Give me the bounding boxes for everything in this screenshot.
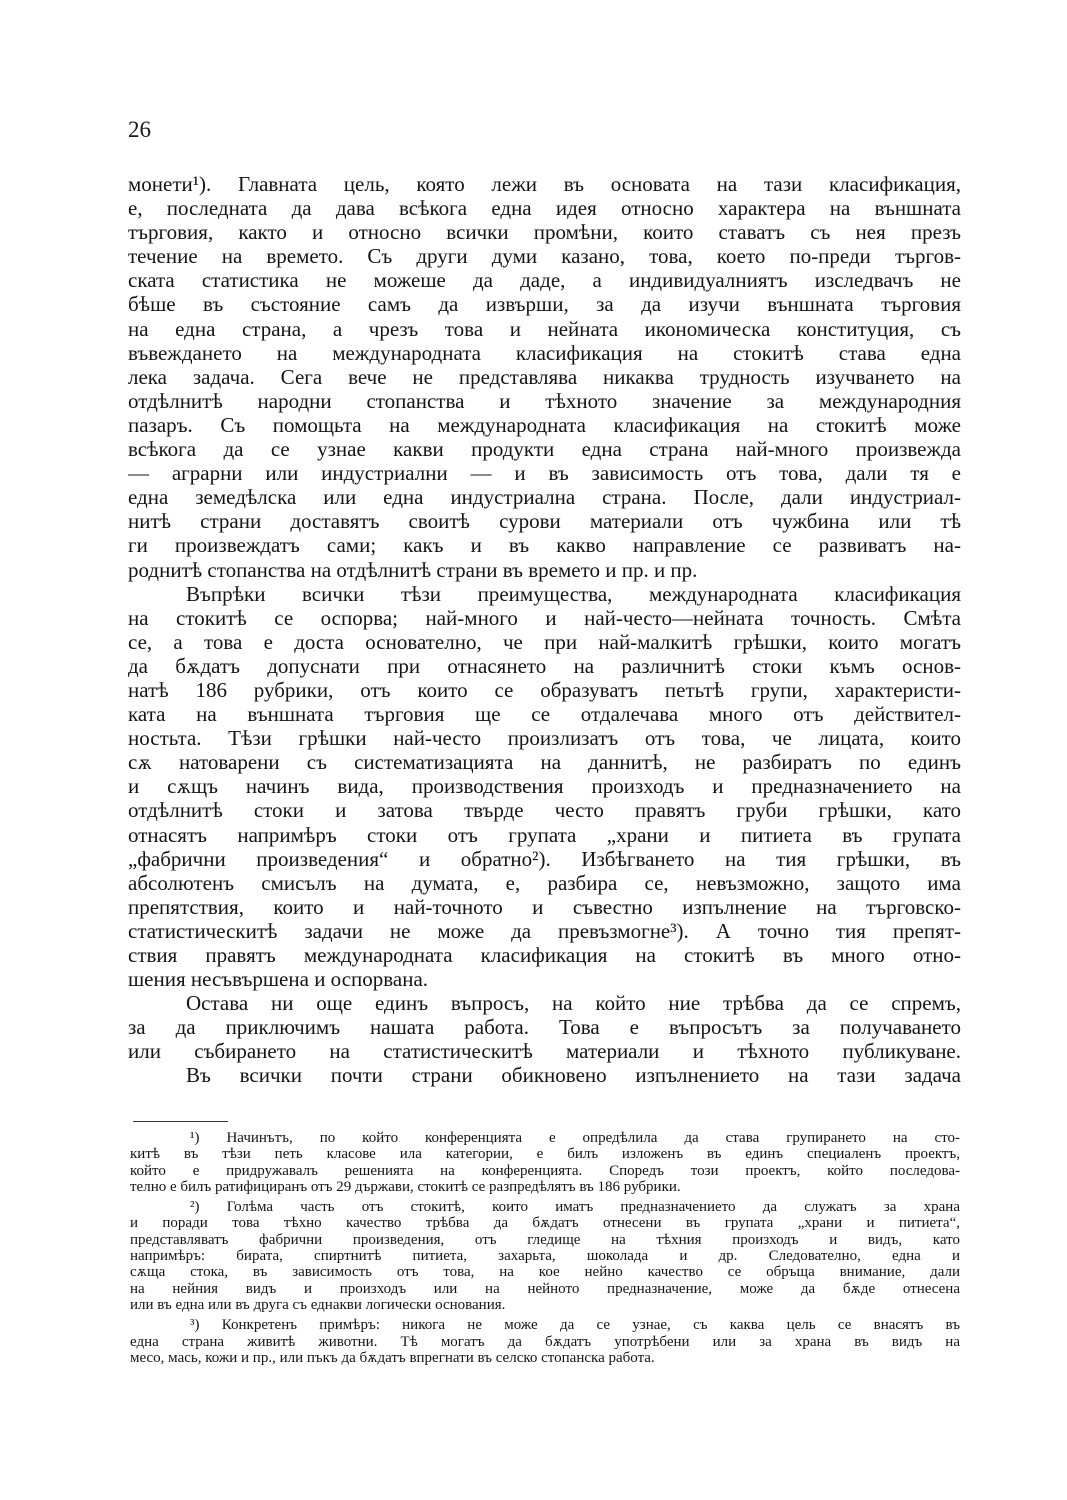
body-line: ствия правятъ международната класификация на стокитѣ въ много отно-	[128, 943, 961, 967]
body-line: статистическитѣ задачи не може да превъзмогне³). А точно тия препят-	[128, 918, 961, 943]
body-line: натѣ 186 рубрики, отъ които се образуватъ петьтѣ групи, характеристи-	[128, 677, 961, 702]
body-line: бѣше въ състояние самъ да извърши, за да изучи външната търговия	[128, 292, 961, 317]
body-line: течение на времето. Съ други думи казано, това, което по-преди търгов-	[128, 244, 961, 269]
footnote-line: или въ една или въ друга съ еднакви логически основания.	[130, 1296, 506, 1313]
body-line: една земедѣлска или една индустриална страна. После, дали индустриал-	[128, 485, 961, 510]
footnote-line: ³) Конкретенъ примѣръ: никога не може да се узнае, съ каква цель се внасятъ въ	[190, 1317, 960, 1334]
body-line: се, а това е доста основателно, че при най-малкитѣ грѣшки, които могатъ	[128, 629, 961, 654]
body-line: Въ всички почти страни обикновено изпълнението на тази задача	[186, 1063, 961, 1088]
body-line: ги произвеждатъ сами; какъ и въ какво направление се развиватъ на-	[128, 533, 961, 558]
footnote-line: на нейния видъ и произходъ или на нейното предназначение, може да бѫде отнесена	[130, 1280, 960, 1297]
body-line: на стокитѣ се оспорва; най-много и най-често—нейната точность. Смѣта	[128, 605, 961, 630]
footnote-line: който е придружавалъ решенията на конференцията. Споредъ този проектъ, който последова-	[130, 1162, 960, 1179]
body-line: на една страна, а чрезъ това и нейната икономическа конституция, съ	[128, 316, 961, 341]
footnotes	[130, 1130, 960, 1366]
footnote-line: сѫща стока, въ зависимость отъ това, на кое нейно качество се обръща внимание, дали	[130, 1264, 960, 1281]
body-line: „фабрични произведения“ и обратно²). Избѣгването на тия грѣшки, въ	[128, 846, 961, 871]
body-line: и сѫщъ начинъ вида, производствения произходъ и предназначението на	[128, 774, 961, 799]
main-text	[128, 172, 961, 1088]
footnote-line: ²) Голѣма часть отъ стокитѣ, които иматъ предназначението да служатъ за храна	[190, 1199, 960, 1216]
body-line: или събирането на статистическитѣ материали и тѣхното публикуване.	[128, 1039, 961, 1064]
body-line: търговия, както и относно всички промѣни, които ставатъ съ нея презъ	[128, 220, 961, 245]
body-line: шения несъвършена и оспорвана.	[128, 967, 429, 992]
footnote-line: напримѣръ: бирата, спиртнитѣ питиета, захарьта, шоколада и др. Следователно, една и	[130, 1248, 960, 1265]
body-line: препятствия, които и най-точното и съвестно изпълнение на търговско-	[128, 894, 961, 919]
body-line: Остава ни още единъ въпросъ, на който ние трѣбва да се спремъ,	[186, 991, 961, 1016]
body-line: ката на външната търговия ще се отдалечава много отъ действител-	[128, 702, 961, 727]
body-line: — аграрни или индустриални — и въ зависимость отъ това, дали тя е	[128, 461, 961, 486]
body-line: отдѣлнитѣ стоки и затова твърде често правятъ груби грѣшки, като	[128, 798, 961, 823]
body-line: Въпрѣки всички тѣзи преимущества, международната класификация	[186, 581, 961, 606]
body-line: отдѣлнитѣ народни стопанства и тѣхното значение за международния	[128, 388, 961, 413]
body-line: нитѣ страни доставятъ своитѣ сурови материали отъ чужбина или тѣ	[128, 509, 961, 534]
footnote-line: ¹) Начинътъ, по който конференцията е опредѣлила да става групирането на сто-	[190, 1130, 960, 1146]
footnote-line: месо, мась, кожи и пр., или пъкъ да бѫдатъ впрегнати въ селско стопанска работа.	[130, 1349, 655, 1366]
footnote-line: една страна живитѣ животни. Тѣ могатъ да бѫдатъ употрѣбени или за храна въ видъ на	[130, 1333, 960, 1350]
body-line: ностьта. Тѣзи грѣшки най-често произлизатъ отъ това, че лицата, които	[128, 726, 961, 751]
body-line: отнасятъ напримѣръ стоки отъ групата „храни и питиета въ групата	[128, 822, 961, 847]
body-line: монети¹). Главната цель, която лежи въ основата на тази класификация,	[128, 172, 961, 196]
body-line: лека задача. Сега вече не представлява никаква трудность изучването на	[128, 364, 961, 389]
page-number: 26	[128, 117, 151, 142]
footnote-line: телно е билъ ратифициранъ отъ 29 държави, стокитѣ се разпредѣлятъ въ 186 рубрики.	[130, 1178, 681, 1195]
footnote-line: китѣ въ тѣзи петь класове ила категории, е билъ изложенъ въ единъ специаленъ проектъ,	[130, 1146, 960, 1163]
footnote-separator	[133, 1121, 228, 1122]
footnote-line: представляватъ фабрични произведения, отъ гледище на тѣхния произходъ и видъ, като	[130, 1231, 960, 1248]
body-line: роднитѣ стопанства на отдѣлнитѣ страни въ времето и пр. и пр.	[128, 557, 698, 582]
body-line: е, последната да дава всѣкога една идея относно характера на външната	[128, 196, 961, 221]
body-line: абсолютенъ смисълъ на думата, е, разбира се, невъзможно, защото има	[128, 870, 961, 895]
body-line: сѫ натоварени съ систематизацията на даннитѣ, не разбиратъ по единъ	[128, 750, 961, 775]
body-line: да бѫдатъ допуснати при отнасянето на различнитѣ стоки къмъ основ-	[128, 653, 961, 678]
body-line: пазаръ. Съ помощьта на международната класификация на стокитѣ може	[128, 412, 961, 437]
body-line: въвеждането на международната класификация на стокитѣ става една	[128, 340, 961, 365]
footnote-line: и поради това тѣхно качество трѣбва да бѫдатъ отнесени въ групата „храни и питиета“,	[130, 1215, 960, 1232]
body-line: ската статистика не можеше да даде, а индивидуалниятъ изследвачъ не	[128, 268, 961, 293]
body-line: за да приключимъ нашата работа. Това е въпросътъ за получаването	[128, 1015, 961, 1040]
body-line: всѣкога да се узнае какви продукти една страна най-много произвежда	[128, 437, 961, 462]
